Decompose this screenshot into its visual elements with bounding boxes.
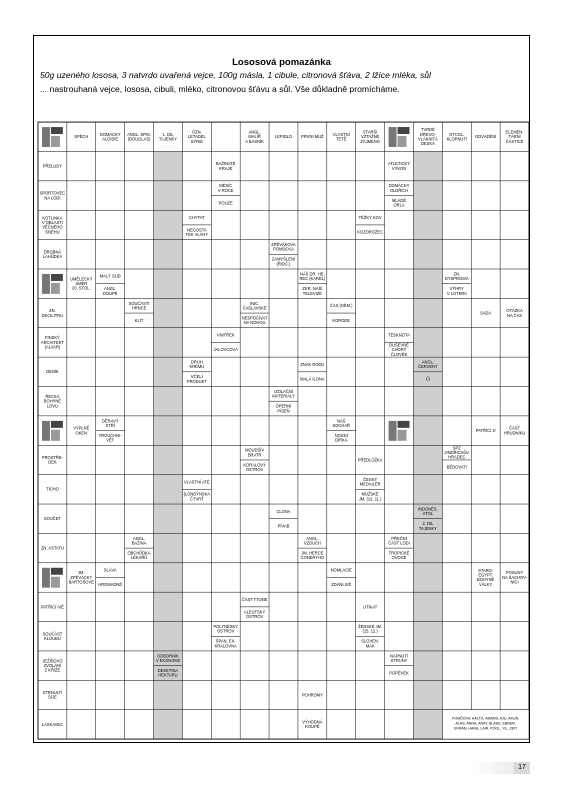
clue-text: DESETINA HEKTARU — [157, 668, 179, 678]
clue-text: 2. DÍL TAJENKY — [418, 521, 437, 531]
clue-text: DĚRAVÝ STŘÍ — [101, 418, 119, 428]
crossword-frame — [33, 35, 530, 743]
clue-text: VLASTNÍ ATÉ — [184, 479, 210, 485]
clue-text: ZN. DECILITRU — [41, 308, 64, 318]
clue-text: ANGL. MALÍŘ A BÁSNÍK — [245, 129, 264, 144]
clue-text: BĚDOVATI — [446, 464, 467, 470]
clue-text: ANGL. SPIS. (DOUGLAS) — [127, 131, 151, 142]
clue-text: PATŘÍCÍ JÍ — [475, 427, 496, 433]
clue-text: JM. ZPĚVÁCKY BARTOŠOVÉ — [68, 570, 94, 585]
puzzle-title: Lososová pomazánka — [232, 57, 331, 68]
clue-text: OZN. LETADEL SÝRIE — [187, 129, 206, 144]
clue-text: BAŽINATÉ KRAJE — [215, 161, 236, 171]
clue-text: PÍVAB — [277, 523, 290, 529]
clue-text: KLÍT — [134, 317, 144, 323]
clue-text: ZNAK RODU — [300, 361, 325, 367]
clue-text: ANGL. ČERVENÝ — [418, 359, 438, 370]
clue-text: ZN. ASTATU — [40, 545, 64, 551]
clue-text: UMĚLECKÝ SMĚR 20. STOL. — [70, 276, 93, 291]
logo-icon — [385, 123, 413, 151]
clue-text: ZDÁNLIVĚ — [331, 582, 352, 588]
clue-text: (LONDÝNSKÁ ČTVRŤ — [183, 491, 211, 502]
clue-text: KORODE — [332, 317, 351, 323]
clue-text: PŘELUDY — [42, 163, 63, 169]
clue-text: MLÁDĚ ORLA — [391, 197, 407, 208]
clue-text: KORÁLOVÝ OSTROV — [243, 462, 266, 473]
clue-text: DRUH KRÉMU — [189, 359, 205, 370]
clue-text: OTÁZKA NA ČAS — [506, 308, 523, 318]
clue-text: ATLETICKÝ VÝKON — [388, 161, 410, 171]
clue-text: PŘEČNÍ ČÁST LODI — [388, 535, 410, 546]
clue-text: ELEMEN-TÁRNÍ ČÁSTICE — [505, 129, 524, 144]
clue-text: MALÝ SUD — [99, 273, 121, 279]
clue-text: JALOVCOVÁ — [213, 347, 238, 353]
clue-text: OBCHŮDKA LÉKAŘŮ — [127, 550, 151, 561]
clue-text: UTÍKAT — [363, 604, 378, 610]
clue-text: KOTLINKA V OBLASTI VĚČNÉHO SNĚHU — [41, 215, 63, 235]
clue-text: ČESKÝ MEDAILÉR — [359, 477, 381, 487]
clue-text: IZOLAČNÍ MATERIÁLY — [272, 388, 295, 399]
clue-text: ZPĚVÁKOVA POMŮCKA — [271, 242, 296, 252]
clue-text: LASKAVEC — [41, 721, 64, 727]
clue-text: TESKNOTA — [388, 332, 410, 338]
clue-text: TICHO — [46, 486, 59, 492]
clue-text: SPORTOVEC NA LODI — [39, 190, 66, 201]
clue-text: ŘECKÁ BOHYNĚ LOVU — [43, 393, 62, 409]
logo-icon — [385, 416, 413, 444]
clue-text: ČÍ — [425, 376, 430, 382]
clue-text: DOMÁCKY ALOISIE — [99, 131, 121, 142]
clue-text: VÝPLNĚ OKEN — [73, 425, 90, 436]
clue-text: STARO-EGYPT. BOHYNĚ VÁLKY — [477, 567, 495, 587]
clue-text: POUZE — [218, 200, 233, 206]
clue-text: LEPIDLO — [274, 134, 293, 140]
clue-text: SOUČÁST KLOUBU — [42, 631, 63, 641]
clue-text: JM. HERCE CONERYHO — [300, 550, 325, 561]
clue-text: ŽENSKÉ JM. (15. 12.) — [358, 623, 383, 634]
clue-text: POHROMY — [301, 692, 323, 698]
clue-text: ANGL. BAŽINA — [131, 535, 147, 546]
clue-text: SOUČÁSTI HRNCE — [128, 300, 150, 311]
clue-text: ŠPAN. EX-KRÁLOVNA — [214, 638, 237, 649]
clue-text: FINSKÝ ARCHITEKT (ALVAR) — [40, 335, 64, 350]
clue-text: SADA — [480, 310, 492, 316]
clue-text: TĚŽKÝ KOV — [358, 214, 382, 220]
clue-text: NÁŠ SOCHAŘ — [332, 418, 350, 428]
clue-text: ANGL. DOUPĚ — [102, 286, 118, 296]
clue-text: NEGOSTA TEK VLÁHY — [185, 227, 209, 237]
clue-text: JEŽÍŠOVO ZVOLÁNÍ Z KŘÍŽE — [42, 658, 63, 673]
clue-text: SPZ JINDŘICHŮV HRADEC — [444, 445, 470, 460]
clue-text: PATŘÍCÍ IVĚ — [40, 604, 65, 610]
clue-text: VČELÍ PRODUKT — [186, 374, 207, 384]
instructions-line: ... nastrouhaná vejce, lososa, cibuli, mléko, citronovou šťávu a sůl. Vše důkladně promícháme. — [40, 84, 400, 94]
clue-text: ZAMYŠLENÍ (ŘIDČ.) — [271, 256, 296, 267]
clue-text: ODVÁDĚNÍ — [475, 134, 497, 140]
clue-text: ČÁST TTONE — [241, 596, 268, 602]
clue-text: 1. DÍL TAJENKY — [158, 131, 177, 142]
clue-text: CLONA — [276, 508, 291, 514]
clue-text: TROPICKÉ OVOCE — [388, 550, 410, 561]
clue-text: ODBORNÍK V EKONOMII — [155, 653, 181, 664]
page-number: 17 — [514, 762, 530, 774]
ingredients-line: 50g uzeného lososa, 3 natvrdo uvařená vejce, 100g másla, 1 cibule, citronová šťáva, 2 lžíce mléka, sůl — [40, 70, 431, 80]
clue-text: NESPOČÍVAT NA NOHOU — [241, 315, 268, 326]
clue-text: SLÁVA — [103, 567, 117, 573]
clue-text: ČAS (NĚM.) — [330, 303, 353, 309]
clue-text: MALÁ ILONA — [300, 376, 325, 382]
clue-text: DOMÁCKY OLDŘICH — [388, 183, 410, 193]
clue-text: PROSTŘE-DEK — [41, 455, 63, 465]
clue-text: STARŠÍ VZTAŽNÉ ZÁJMENO — [360, 129, 380, 144]
clue-text: ZKR. NAŠÍ TELEVIZE — [302, 286, 323, 296]
clue-text: POLYNÉSKÝ OSTROV — [213, 623, 238, 634]
clue-text: PŘEDLOŽKA — [357, 457, 383, 463]
clue-text: NOSNÍ DÍRKA — [334, 432, 348, 443]
helper-note: POMŮCKA: AALTO, ADAMS, AJU, AKUN, ALAS, ANNA, ANAT, BLAKE, EBNER, EKRAN, HANA, LAIR, POOL, YIL, ZEIT — [452, 716, 520, 731]
clue-text: VLASTNÍ TETĚ — [332, 131, 350, 142]
clue-text: POSUNY NA ŠACHOV-NICI — [502, 570, 528, 585]
clue-text: VÝHODNÁ KOUPĚ — [302, 719, 323, 730]
clue-text: INDONÉS. ATOL — [418, 506, 438, 517]
clue-text: MOUDŠÍV BRATR — [245, 447, 265, 458]
clue-text: DUŠEVNĚ CHORÝ ČLOVĚK — [389, 342, 409, 357]
clue-text: MĚSÍC V ROCE — [217, 183, 234, 193]
clue-text: ČÁST HRUDNÍKU — [503, 425, 526, 436]
clue-text: SPĚCH — [74, 134, 89, 140]
clue-text: NAPNUTÍ STRUNY — [390, 653, 408, 664]
clue-text: ALEUTSKÝ OSTROV — [243, 609, 266, 619]
logo-icon — [38, 269, 66, 297]
clue-text: HROMADNĚ — [98, 582, 123, 588]
clue-text: SOUČET — [43, 516, 61, 522]
clue-text: DROBNÁ LAHŮDKA — [42, 249, 63, 260]
logo-icon — [38, 563, 66, 591]
clue-text: PRVNÍ MUŽ — [301, 134, 324, 140]
clue-text: DENÍK — [46, 369, 59, 375]
clue-text: VNITŘEK — [216, 332, 235, 338]
clue-text: SLOVEN. MAK — [361, 638, 379, 649]
logo-icon — [38, 123, 66, 151]
clue-text: ZN. DYSPROSIA — [444, 271, 469, 282]
clue-text: INIC. ČASLAVSKÉ — [242, 300, 267, 311]
clue-text: POPĚVEK — [389, 670, 409, 676]
clue-text: TVRDÉ DŘEVO-VLÁKNITÁ DESKA — [418, 127, 438, 147]
crossword-grid — [34, 36, 529, 742]
clue-text: ANGL. VZDUCH — [303, 535, 321, 546]
clue-text: CHYTAT — [188, 214, 205, 220]
clue-text: NÁŠ DR. HE-REC (KAREL) — [299, 271, 326, 282]
logo-icon — [38, 416, 66, 444]
clue-text: OPERNÍ PÍSEŇ — [275, 403, 292, 414]
clue-text: TROUCHNI-VĚT — [98, 432, 122, 443]
clue-text: OTCOL. KLOPNUTÍ — [446, 131, 467, 142]
clue-text: MUŽSKÉ JM. (12. 11.) — [358, 491, 382, 502]
clue-text: VÝHRY V LOTERII — [446, 286, 467, 296]
clue-text: KOZOROŽEC — [357, 229, 384, 235]
clue-text: STRNULTÍ ŠÍJE — [42, 690, 63, 700]
clue-text: NOMLACIE — [330, 567, 352, 573]
